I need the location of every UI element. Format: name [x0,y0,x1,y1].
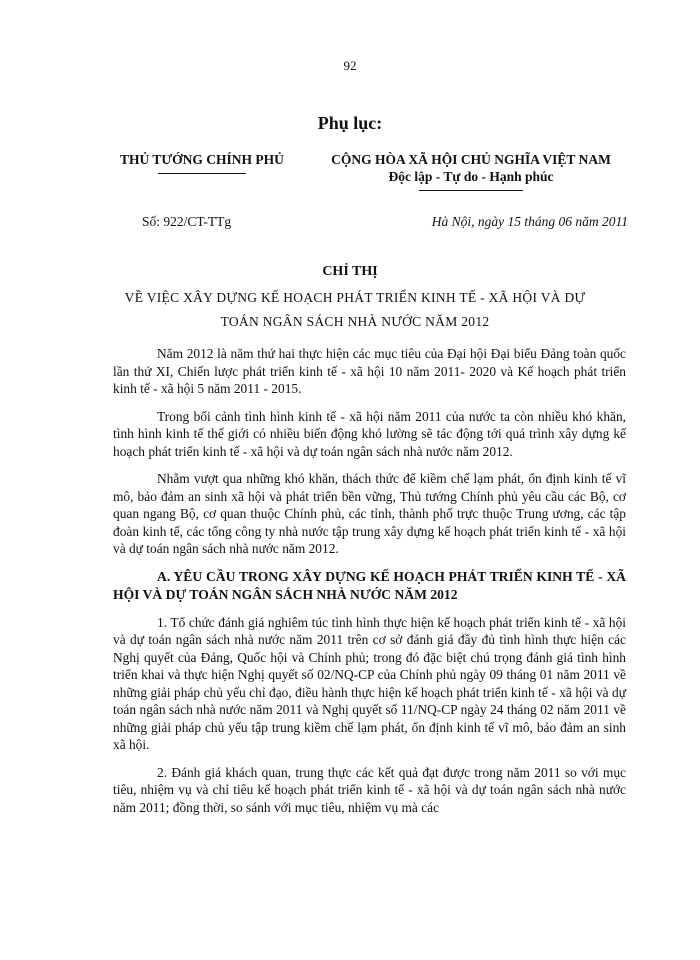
national-title: CỘNG HÒA XÃ HỘI CHỦ NGHĨA VIỆT NAM [331,152,611,167]
motto-underline [419,190,523,191]
document-subject [110,286,600,334]
document-number: Số: 922/CT-TTg [142,214,232,229]
issuer-block [112,152,292,174]
document-body [113,345,626,826]
document-type: CHỈ THỊ [322,264,378,279]
issuer-underline [158,173,246,174]
issuer-name: THỦ TƯỚNG CHÍNH PHỦ [120,152,284,167]
appendix-title: Phụ lục: [317,113,383,133]
national-motto: Độc lập - Tự do - Hạnh phúc [388,169,554,184]
body-paragraph: Năm 2012 là năm thứ hai thực hiện các mục tiêu của Đại hội Đại biểu Đảng toàn quốc lần thứ XI, Chiến lược phát triển kinh tế - xã hội 10 năm 2011- 2020 và Kế hoạch phát triển kinh tế - xã hội 5 năm 2011 - 2015. [113,346,626,396]
section-a-paragraph: 2. Đánh giá khách quan, trung thực các kết quả đạt được trong năm 2011 so với mục tiêu, nhiệm vụ và chỉ tiêu kế hoạch phát triển kinh tế - xã hội và dự toán ngân sách nhà nước năm 2011; đồng thời, so sánh với mục tiêu, nhiệm vụ mà các [113,764,626,815]
body-paragraph: Nhằm vượt qua những khó khăn, thách thức để kiềm chế lạm phát, ổn định kinh tế vĩ mô, bảo đảm an sinh xã hội và phát triển bền vững, Thủ tướng Chính phủ yêu cầu các Bộ, cơ quan ngang Bộ, cơ quan thuộc Chính phủ, các tỉnh, thành phố trực thuộc Trung ương, các tập đoàn kinh tế, các tổng công ty nhà nước tập trung xây dựng kế hoạch phát triển kinh tế - xã hội và dự toán ngân sách nhà nước năm 2012. [113,471,626,556]
section-a-paragraph: 1. Tổ chức đánh giá nghiêm túc tình hình thực hiện kế hoạch phát triển kinh tế - xã hội và dự toán ngân sách nhà nước năm 2011 trên cơ sở đánh giá đầy đủ tình hình thực hiện các Nghị quyết của Đảng, Quốc hội và Chính phủ; trong đó đặc biệt chú trọng đánh giá tình hình triển khai và thực hiện Nghị quyết số 02/NQ-CP của Chính phủ ngày 09 tháng 01 năm 2011 về những giải pháp chủ yếu chỉ đạo, điều hành thực hiện kế hoạch phát triển kinh tế - xã hội và dự toán ngân sách nhà nước năm 2011 và Nghị quyết số 11/NQ-CP ngày 24 tháng 02 năm 2011 về những giải pháp chủ yếu tập trung kiềm chế lạm phát, ổn định kinh tế vĩ mô, bảo đảm an sinh xã hội. [113,614,626,752]
subject-line-1: VỀ VIỆC XÂY DỰNG KẾ HOẠCH PHÁT TRIỂN KINH TẾ - XÃ HỘI VÀ DỰ [124,290,586,305]
national-title-block [312,152,630,191]
subject-line-2: TOÁN NGÂN SÁCH NHÀ NƯỚC NĂM 2012 [220,314,490,329]
place-and-date: Hà Nội, ngày 15 tháng 06 năm 2011 [431,214,628,229]
page-number: 92 [343,58,357,73]
section-a-heading: A. YÊU CẦU TRONG XÂY DỰNG KẾ HOẠCH PHÁT TRIỂN KINH TẾ - XÃ HỘI VÀ DỰ TOÁN NGÂN SÁCH NHÀ NƯỚC NĂM 2012 [113,568,626,602]
body-paragraph: Trong bối cảnh tình hình kinh tế - xã hội năm 2011 của nước ta còn nhiều khó khăn, tình hình kinh tế thế giới có nhiều biến động khó lường sẽ tác động tới quá trình xây dựng kế hoạch phát triển kinh tế - xã hội và dự toán ngân sách nhà nước năm 2012. [113,408,626,459]
